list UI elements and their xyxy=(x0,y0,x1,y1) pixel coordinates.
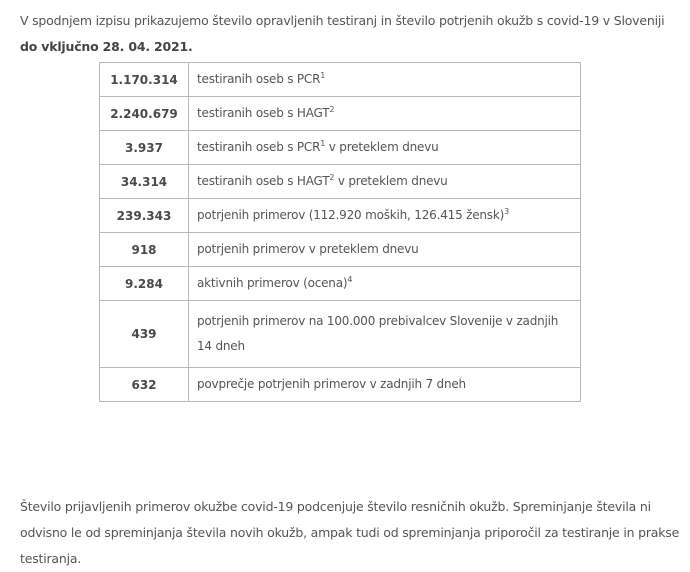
row-value: 34.314 xyxy=(100,165,189,199)
row-label xyxy=(189,301,581,368)
footnote-marker: 2 xyxy=(329,105,335,114)
row-value: 632 xyxy=(100,368,189,402)
row-label xyxy=(189,165,581,199)
table-row xyxy=(100,301,581,368)
row-value: 1.170.314 xyxy=(100,63,189,97)
intro-date: do vključno 28. 04. 2021. xyxy=(20,39,193,54)
table-row xyxy=(100,131,581,165)
row-value: 3.937 xyxy=(100,131,189,165)
row-label xyxy=(189,131,581,165)
intro-paragraph xyxy=(20,8,685,60)
row-value: 239.343 xyxy=(100,199,189,233)
row-label xyxy=(189,63,581,97)
footnote-marker: 2 xyxy=(329,173,335,182)
row-value: 439 xyxy=(100,301,189,368)
row-label-text: testiranih oseb s PCR xyxy=(197,140,321,154)
row-value: 918 xyxy=(100,233,189,267)
footnote-marker: 4 xyxy=(347,275,353,284)
row-label xyxy=(189,199,581,233)
footnote-marker: 1 xyxy=(320,71,326,80)
row-label-text: testiranih oseb s PCR xyxy=(197,72,321,86)
row-label xyxy=(189,368,581,402)
footnote-marker: 3 xyxy=(504,207,509,216)
table-row xyxy=(100,368,581,402)
row-label-text: potrjenih primerov na 100.000 prebivalcev Slovenije v zadnjih 14 dneh xyxy=(197,314,559,353)
table-row xyxy=(100,63,581,97)
table-row xyxy=(100,199,581,233)
row-label-text: potrjenih primerov (112.920 moških, 126.415 žensk) xyxy=(197,208,505,222)
table-row xyxy=(100,233,581,267)
row-label-text: povprečje potrjenih primerov v zadnjih 7 dneh xyxy=(197,377,466,391)
row-label-suffix: v preteklem dnevu xyxy=(325,140,439,154)
row-label-suffix: v preteklem dnevu xyxy=(334,174,448,188)
footnote-marker: 1 xyxy=(320,139,326,148)
row-label-text: testiranih oseb s HAGT xyxy=(197,106,330,120)
row-label-text: testiranih oseb s HAGT xyxy=(197,174,330,188)
row-label xyxy=(189,233,581,267)
row-label xyxy=(189,267,581,301)
table-row xyxy=(100,267,581,301)
footer-paragraph: Število prijavljenih primerov okužbe covid-19 podcenjuje število resničnih okužb. Spreminjanje števila ni odvisno le od spreminjanja števila novih okužb, ampak tudi od spreminjanja priporočil za testiranje in prakse testiranja. xyxy=(20,499,680,566)
row-value: 2.240.679 xyxy=(100,97,189,131)
row-label xyxy=(189,97,581,131)
table-row xyxy=(100,97,581,131)
row-label-text: aktivnih primerov (ocena) xyxy=(197,276,348,290)
intro-text: V spodnjem izpisu prikazujemo število opravljenih testiranj in število potrjenih okužb s covid-19 v Sloveniji xyxy=(20,13,665,28)
row-label-text: potrjenih primerov v preteklem dnevu xyxy=(197,242,419,256)
statistics-table xyxy=(99,62,581,402)
row-value: 9.284 xyxy=(100,267,189,301)
table-row xyxy=(100,165,581,199)
